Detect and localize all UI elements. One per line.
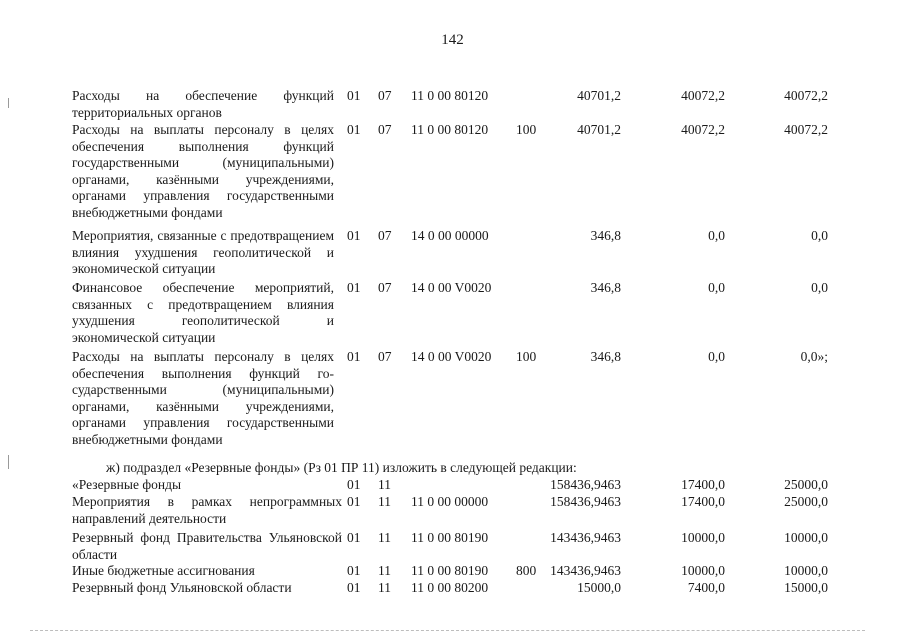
row-pr: 07 <box>378 122 392 137</box>
row-name: Резервный фонд Ульяновской области <box>72 580 292 595</box>
row-rz: 01 <box>347 494 361 509</box>
row-pr: 11 <box>378 494 391 509</box>
scan-margin-mark <box>8 455 9 469</box>
row-rz: 01 <box>347 228 361 243</box>
row-value-2: 40072,2 <box>681 88 725 103</box>
row-csr: 11 0 00 80200 <box>411 580 489 595</box>
row-name: Расходы на выплаты персоналу в целях обеспечения выполнения функций государственными (муниципальными) органами, казёнными учреждениями, органами управления государственными внебюджетными фондами <box>72 122 334 220</box>
row-name: Мероприятия в рамках непрограммных направлений деятельности <box>72 494 342 526</box>
row-value-3: 10000,0 <box>784 563 828 578</box>
row-value-1: 158436,9463 <box>550 477 621 492</box>
row-vr: 100 <box>516 349 537 364</box>
row-value-2: 10000,0 <box>681 563 725 578</box>
row-value-2: 7400,0 <box>687 580 725 595</box>
row-value-3: 0,0 <box>811 228 828 243</box>
row-value-1: 40701,2 <box>577 122 621 137</box>
row-value-1: 143436,9463 <box>550 563 621 578</box>
row-csr: 14 0 00 V0020 <box>411 280 492 295</box>
row-value-3: 40072,2 <box>784 122 828 137</box>
row-name: Финансовое обеспечение мероприятий, связанных с предотвращением влияния ухудшения геополитической и экономической ситуации <box>72 280 334 345</box>
row-name: «Резервные фонды <box>72 477 182 492</box>
row-pr: 11 <box>378 580 391 595</box>
row-value-3: 25000,0 <box>784 494 828 509</box>
row-name: Расходы на выплаты персоналу в целях обеспечения выполнения функций го-сударственными (муниципальными) органами, казёнными учреждениями, органами управления государственными внебюджетными фондами <box>72 349 334 447</box>
scan-margin-mark <box>8 98 9 108</box>
row-rz: 01 <box>347 580 361 595</box>
row-value-1: 346,8 <box>590 280 621 295</box>
row-rz: 01 <box>347 563 361 578</box>
row-pr: 07 <box>378 228 392 243</box>
row-csr: 11 0 00 80120 <box>411 122 489 137</box>
row-rz: 01 <box>347 280 361 295</box>
row-pr: 07 <box>378 349 392 364</box>
row-name: Иные бюджетные ассигнования <box>72 563 255 578</box>
row-rz: 01 <box>347 477 361 492</box>
row-name: Резервный фонд Правительства Ульяновской области <box>72 530 342 562</box>
row-name: Расходы на обеспечение функций территориальных органов <box>72 88 334 120</box>
scan-edge-line <box>30 630 865 632</box>
row-name: Мероприятия, связанные с предотвращением влияния ухудшения геополитической и экономической ситуации <box>72 228 334 276</box>
row-csr: 11 0 00 00000 <box>411 494 489 509</box>
row-value-1: 15000,0 <box>577 580 621 595</box>
row-csr: 11 0 00 80120 <box>411 88 489 103</box>
row-value-3: 40072,2 <box>784 88 828 103</box>
row-csr: 11 0 00 80190 <box>411 563 489 578</box>
row-value-2: 17400,0 <box>681 477 725 492</box>
page-number: 142 <box>441 32 464 48</box>
row-rz: 01 <box>347 88 361 103</box>
row-csr: 14 0 00 00000 <box>411 228 489 243</box>
row-value-1: 143436,9463 <box>550 530 621 545</box>
row-rz: 01 <box>347 349 361 364</box>
row-pr: 07 <box>378 280 392 295</box>
row-rz: 01 <box>347 122 361 137</box>
row-value-2: 17400,0 <box>681 494 725 509</box>
row-value-1: 346,8 <box>590 349 621 364</box>
row-vr: 100 <box>516 122 537 137</box>
row-pr: 11 <box>378 563 391 578</box>
row-value-1: 346,8 <box>590 228 621 243</box>
row-value-3: 10000,0 <box>784 530 828 545</box>
row-pr: 11 <box>378 477 391 492</box>
row-csr: 11 0 00 80190 <box>411 530 489 545</box>
row-value-3: 0,0»; <box>800 349 828 364</box>
row-pr: 11 <box>378 530 391 545</box>
row-value-2: 40072,2 <box>681 122 725 137</box>
section-paragraph: ж) подраздел «Резервные фонды» (Рз 01 ПР 11) изложить в следующей редакции: <box>106 460 577 475</box>
row-value-2: 0,0 <box>708 349 725 364</box>
row-value-1: 40701,2 <box>577 88 621 103</box>
row-value-2: 0,0 <box>708 228 725 243</box>
row-csr: 14 0 00 V0020 <box>411 349 492 364</box>
row-rz: 01 <box>347 530 361 545</box>
row-value-3: 25000,0 <box>784 477 828 492</box>
row-pr: 07 <box>378 88 392 103</box>
row-value-2: 0,0 <box>708 280 725 295</box>
row-vr: 800 <box>516 563 537 578</box>
row-value-3: 0,0 <box>811 280 828 295</box>
row-value-2: 10000,0 <box>681 530 725 545</box>
row-value-3: 15000,0 <box>784 580 828 595</box>
row-value-1: 158436,9463 <box>550 494 621 509</box>
